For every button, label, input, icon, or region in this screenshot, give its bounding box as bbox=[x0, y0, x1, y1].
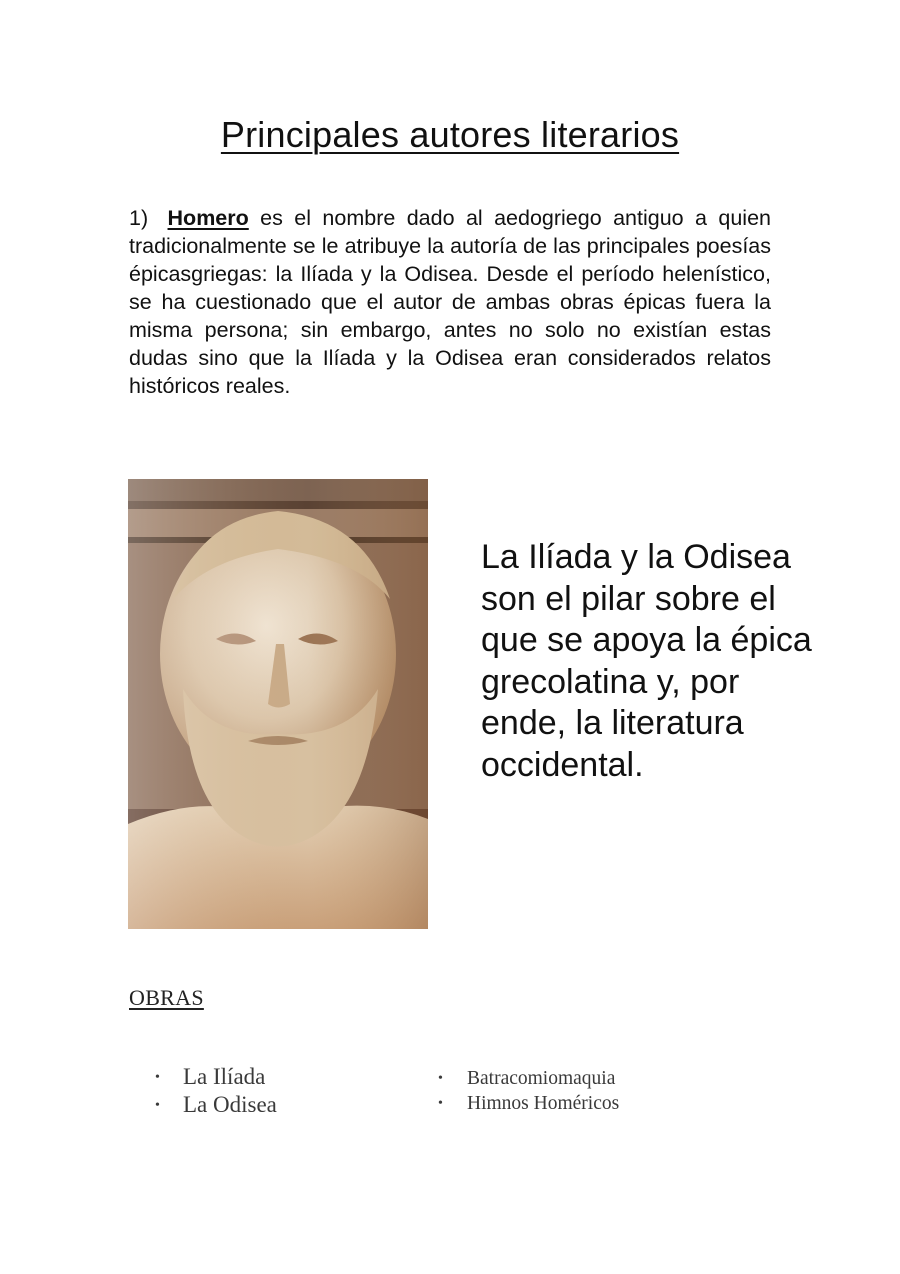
works-list-left bbox=[155, 1063, 277, 1119]
intro-paragraph bbox=[129, 204, 771, 400]
item-number: 1) bbox=[129, 206, 149, 230]
bullet-icon: • bbox=[438, 1071, 443, 1086]
work-title: Batracomiomaquia bbox=[467, 1068, 616, 1089]
work-title: Himnos Homéricos bbox=[467, 1093, 620, 1114]
bullet-icon: • bbox=[155, 1070, 160, 1085]
list-item bbox=[155, 1063, 277, 1091]
page-title: Principales autores literarios bbox=[220, 114, 680, 155]
bust-illustration-icon bbox=[128, 479, 428, 929]
works-list-right bbox=[438, 1066, 619, 1116]
intro-text: es el nombre dado al aedogriego antiguo a quien tradicionalmente se le atribuye la autoría de las principales poesías épicasgriegas: la Ilíada y la Odisea. Desde el período helenístico, se ha cuestionado que el autor de ambas obras épicas fuera la misma persona; sin embargo, antes no solo no existían estas dudas sino que la Ilíada y la Odisea eran considerados relatos históricos reales. bbox=[129, 206, 771, 398]
obras-heading: OBRAS bbox=[129, 985, 204, 1010]
author-name: Homero bbox=[167, 206, 249, 230]
list-item bbox=[155, 1091, 277, 1119]
bullet-icon: • bbox=[438, 1096, 443, 1111]
work-title: La Odisea bbox=[183, 1092, 277, 1117]
bullet-icon: • bbox=[155, 1098, 160, 1113]
work-title: La Ilíada bbox=[183, 1064, 266, 1089]
quote-text: La Ilíada y la Odisea son el pilar sobre el que se apoya la épica grecolatina y, por ende, la literatura occidental. bbox=[481, 538, 812, 784]
homer-bust-image bbox=[128, 479, 428, 929]
list-item bbox=[438, 1066, 619, 1091]
list-item bbox=[438, 1091, 619, 1116]
